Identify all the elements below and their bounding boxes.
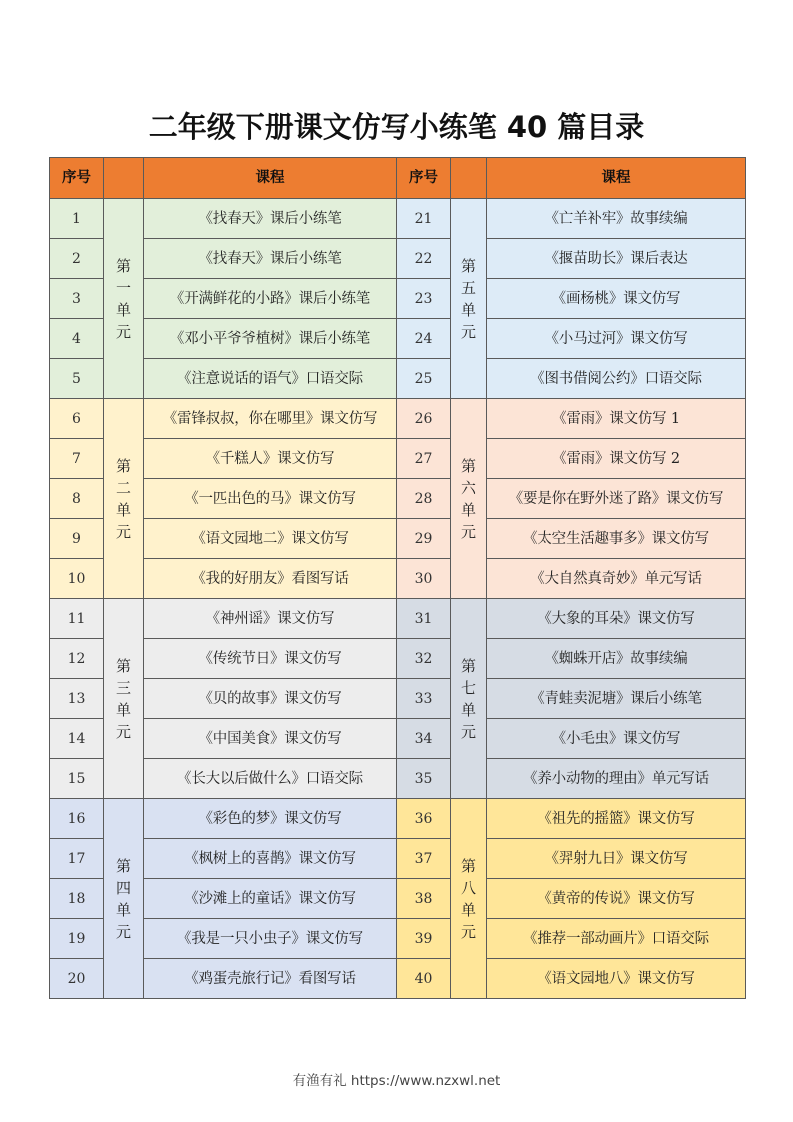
table-row [50,199,746,239]
seq-number: 27 [397,439,451,479]
header-unit-right [451,158,487,199]
course-title: 《我是一只小虫子》课文仿写 [144,919,397,959]
seq-number: 14 [50,719,104,759]
table-row [50,879,746,919]
seq-number: 32 [397,639,451,679]
unit-char: 元 [460,922,476,941]
unit-char: 三 [115,678,131,697]
course-title: 《千糕人》课文仿写 [144,439,397,479]
unit-label-left [104,799,144,999]
course-title: 《雷锋叔叔，你在哪里》课文仿写 [144,399,397,439]
seq-number: 23 [397,279,451,319]
course-title: 《找春天》课后小练笔 [144,199,397,239]
course-title: 《鸡蛋壳旅行记》看图写话 [144,959,397,999]
course-title: 《要是你在野外迷了路》课文仿写 [487,479,746,519]
unit-char: 元 [460,322,476,341]
unit-char: 第 [460,656,476,675]
unit-label-right [451,399,487,599]
course-title: 《长大以后做什么》口语交际 [144,759,397,799]
header-course-right: 课程 [487,158,746,199]
seq-number: 17 [50,839,104,879]
seq-number: 37 [397,839,451,879]
course-title: 《雷雨》课文仿写 1 [487,399,746,439]
unit-char: 八 [460,878,476,897]
course-title: 《图书借阅公约》口语交际 [487,359,746,399]
course-title: 《蜘蛛开店》故事续编 [487,639,746,679]
course-title: 《语文园地二》课文仿写 [144,519,397,559]
seq-number: 34 [397,719,451,759]
table-row [50,799,746,839]
seq-number: 29 [397,519,451,559]
seq-number: 40 [397,959,451,999]
course-title: 《沙滩上的童话》课文仿写 [144,879,397,919]
table-row [50,239,746,279]
seq-number: 35 [397,759,451,799]
seq-number: 10 [50,559,104,599]
course-title: 《大自然真奇妙》单元写话 [487,559,746,599]
course-title: 《找春天》课后小练笔 [144,239,397,279]
course-title: 《祖先的摇篮》课文仿写 [487,799,746,839]
unit-char: 第 [115,656,131,675]
table-row [50,679,746,719]
course-title: 《我的好朋友》看图写话 [144,559,397,599]
unit-char: 四 [115,878,131,897]
unit-char: 单 [115,900,131,919]
seq-number: 33 [397,679,451,719]
unit-char: 第 [115,256,131,275]
table-row [50,639,746,679]
course-title: 《青蛙卖泥塘》课后小练笔 [487,679,746,719]
table-row [50,519,746,559]
unit-char: 二 [115,478,131,497]
seq-number: 31 [397,599,451,639]
course-title: 《彩色的梦》课文仿写 [144,799,397,839]
unit-char: 第 [115,456,131,475]
table-row [50,719,746,759]
unit-label-left [104,199,144,399]
seq-number: 5 [50,359,104,399]
table-row [50,959,746,999]
seq-number: 25 [397,359,451,399]
seq-number: 2 [50,239,104,279]
course-title: 《一匹出色的马》课文仿写 [144,479,397,519]
seq-number: 39 [397,919,451,959]
seq-number: 24 [397,319,451,359]
unit-char: 第 [460,456,476,475]
header-unit-left [104,158,144,199]
course-title: 《语文园地八》课文仿写 [487,959,746,999]
course-title: 《中国美食》课文仿写 [144,719,397,759]
unit-char: 六 [460,478,476,497]
header-course-left: 课程 [144,158,397,199]
seq-number: 20 [50,959,104,999]
unit-char: 单 [460,900,476,919]
table-body [50,199,746,999]
table-row [50,399,746,439]
table-row [50,919,746,959]
table-row [50,479,746,519]
course-title: 《贝的故事》课文仿写 [144,679,397,719]
unit-label-right [451,599,487,799]
unit-label-left [104,399,144,599]
course-title: 《太空生活趣事多》课文仿写 [487,519,746,559]
course-title: 《推荐一部动画片》口语交际 [487,919,746,959]
table-row [50,439,746,479]
unit-label-left [104,599,144,799]
seq-number: 28 [397,479,451,519]
unit-char: 第 [460,856,476,875]
unit-label-right [451,799,487,999]
table-row [50,599,746,639]
seq-number: 38 [397,879,451,919]
course-title: 《大象的耳朵》课文仿写 [487,599,746,639]
course-title: 《开满鲜花的小路》课后小练笔 [144,279,397,319]
table-row [50,359,746,399]
course-title: 《邓小平爷爷植树》课后小练笔 [144,319,397,359]
course-title: 《神州谣》课文仿写 [144,599,397,639]
header-seq-left: 序号 [50,158,104,199]
course-title: 《揠苗助长》课后表达 [487,239,746,279]
unit-char: 元 [460,522,476,541]
seq-number: 12 [50,639,104,679]
course-title: 《雷雨》课文仿写 2 [487,439,746,479]
table-row [50,319,746,359]
seq-number: 30 [397,559,451,599]
unit-char: 单 [115,500,131,519]
seq-number: 9 [50,519,104,559]
table-row [50,559,746,599]
course-title: 《传统节日》课文仿写 [144,639,397,679]
seq-number: 6 [50,399,104,439]
seq-number: 13 [50,679,104,719]
seq-number: 16 [50,799,104,839]
seq-number: 22 [397,239,451,279]
unit-char: 单 [115,300,131,319]
table-header-row [50,158,746,199]
unit-char: 第 [460,256,476,275]
course-title: 《养小动物的理由》单元写话 [487,759,746,799]
table-row [50,839,746,879]
seq-number: 21 [397,199,451,239]
header-seq-right: 序号 [397,158,451,199]
seq-number: 7 [50,439,104,479]
unit-char: 七 [460,678,476,697]
unit-label-right [451,199,487,399]
course-title: 《画杨桃》课文仿写 [487,279,746,319]
seq-number: 8 [50,479,104,519]
course-title: 《小马过河》课文仿写 [487,319,746,359]
unit-char: 单 [460,300,476,319]
course-title: 《羿射九日》课文仿写 [487,839,746,879]
seq-number: 4 [50,319,104,359]
unit-char: 元 [115,522,131,541]
unit-char: 第 [115,856,131,875]
course-title: 《黄帝的传说》课文仿写 [487,879,746,919]
unit-char: 元 [460,722,476,741]
catalog-table [49,157,746,999]
unit-char: 单 [460,700,476,719]
unit-char: 元 [115,922,131,941]
unit-char: 五 [460,278,476,297]
table-row [50,759,746,799]
unit-char: 元 [115,722,131,741]
seq-number: 11 [50,599,104,639]
seq-number: 3 [50,279,104,319]
seq-number: 1 [50,199,104,239]
seq-number: 36 [397,799,451,839]
unit-char: 单 [115,700,131,719]
seq-number: 19 [50,919,104,959]
seq-number: 15 [50,759,104,799]
course-title: 《注意说话的语气》口语交际 [144,359,397,399]
unit-char: 元 [115,322,131,341]
unit-char: 一 [115,278,131,297]
page-title: 二年级下册课文仿写小练笔 40 篇目录 [148,110,645,144]
course-title: 《亡羊补牢》故事续编 [487,199,746,239]
seq-number: 18 [50,879,104,919]
unit-char: 单 [460,500,476,519]
seq-number: 26 [397,399,451,439]
course-title: 《枫树上的喜鹊》课文仿写 [144,839,397,879]
course-title: 《小毛虫》课文仿写 [487,719,746,759]
table-row [50,279,746,319]
footer-watermark: 有渔有礼 https://www.nzxwl.net [292,1073,501,1089]
